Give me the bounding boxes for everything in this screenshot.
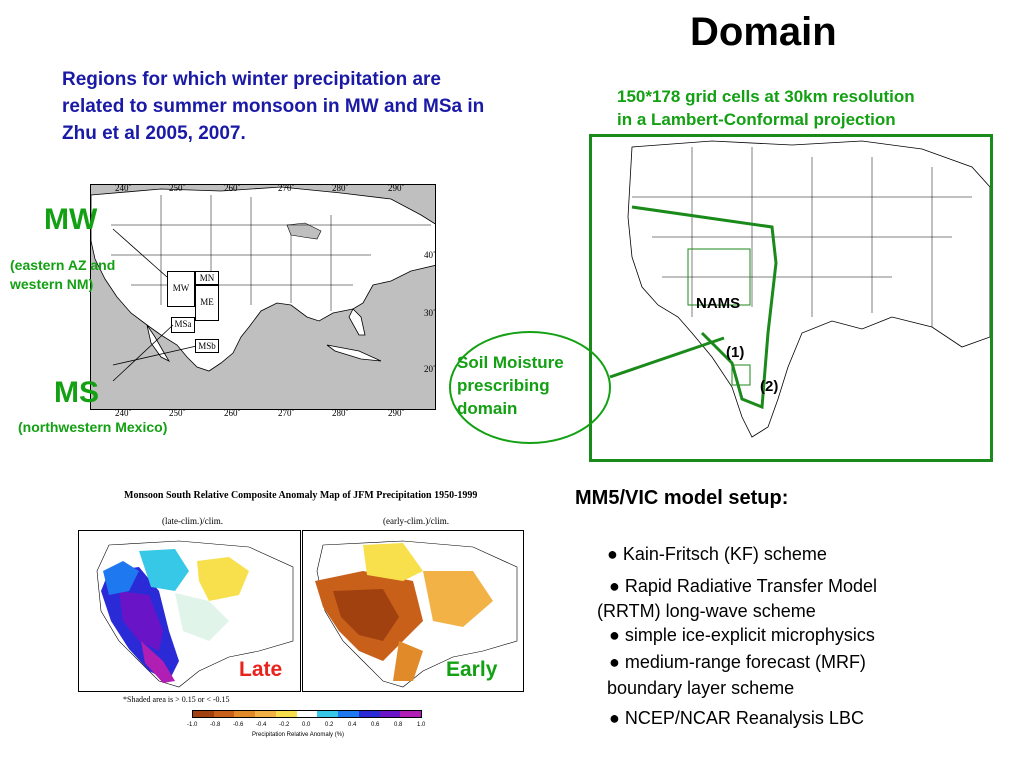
mw-label: MW [44, 203, 98, 236]
setup-item-rrtm-cont: (RRTM) long-wave scheme [597, 601, 816, 621]
late-subtitle: (late-clim.)/clim. [162, 516, 223, 526]
lon-tick: 280˚ [332, 183, 349, 193]
colorbar-tick-label: 0.8 [394, 722, 403, 728]
colorbar-tick-label: -1.0 [187, 722, 198, 728]
regions-caption: Regions for which winter precipitation are related to summer monsoon in MW and MSa in Zhu et al 2005, 2007. [62, 69, 485, 144]
ms-label: MS [54, 376, 99, 409]
region-mw: MW [167, 271, 195, 307]
lat-tick: 40˚ [424, 250, 436, 260]
setup-item-kf: ● Kain-Fritsch (KF) scheme [607, 544, 827, 564]
grid-caption [617, 85, 997, 131]
ms-description: (northwestern Mexico) [18, 419, 168, 435]
lat-tick: 30˚ [424, 308, 436, 318]
colorbar-tick-label: -0.2 [279, 722, 290, 728]
lat-ticks [424, 184, 444, 410]
lon-tick: 250˚ [169, 408, 186, 418]
lon-tick: 240˚ [115, 183, 132, 193]
region-1-label: (1) [726, 344, 745, 361]
colorbar [187, 710, 426, 740]
model-domain-map [589, 134, 993, 462]
mw-description: (eastern AZ and western NM) [10, 257, 116, 292]
colorbar-tick-label: 0.2 [325, 722, 334, 728]
colorbar-swatch [193, 711, 214, 717]
region-2-label: (2) [760, 378, 779, 395]
model-setup-title: MM5/VIC model setup: [575, 487, 789, 509]
lon-tick: 290˚ [388, 408, 405, 418]
setup-item-microphysics: ● simple ice-explicit microphysics [609, 625, 875, 645]
lon-tick: 260˚ [224, 183, 241, 193]
soil-moisture-connector [600, 330, 730, 390]
colorbar-swatch [317, 711, 338, 717]
colorbar-swatch [338, 711, 359, 717]
colorbar-tick-label: 0.0 [302, 722, 311, 728]
colorbar-tick-label: -0.8 [210, 722, 221, 728]
region-me: ME [195, 285, 219, 321]
lon-tick: 260˚ [224, 408, 241, 418]
florida-land [349, 309, 365, 335]
colorbar-swatch [400, 711, 421, 717]
colorbar-tick-label: 1.0 [417, 722, 426, 728]
setup-item-rrtm: ● Rapid Radiative Transfer Model [609, 576, 877, 596]
soil-moisture-text: Soil Moisture prescribing domain [457, 353, 564, 418]
colorbar-swatch [380, 711, 401, 717]
setup-item-mrf-cont: boundary layer scheme [607, 678, 795, 698]
setup-item-lbc: ● NCEP/NCAR Reanalysis LBC [609, 708, 864, 728]
lon-tick: 290˚ [388, 183, 405, 193]
grid-caption-line1: 150*178 grid cells at 30km resolution [617, 87, 915, 106]
colorbar-swatch [234, 711, 255, 717]
colorbar-ticks [187, 722, 426, 730]
lon-tick: 280˚ [332, 408, 349, 418]
region-msa: MSa [171, 317, 195, 333]
colorbar-swatches [192, 710, 422, 718]
region-msb: MSb [195, 339, 219, 353]
colorbar-tick-label: 0.4 [348, 722, 357, 728]
grid-caption-line2: in a Lambert-Conformal projection [617, 110, 896, 129]
early-subtitle: (early-clim.)/clim. [383, 516, 449, 526]
model-setup-list [597, 540, 1017, 732]
colorbar-swatch [297, 711, 318, 717]
regions-map-graphic [91, 185, 436, 410]
cuba-land [327, 345, 381, 361]
domain-land [628, 141, 990, 437]
lon-tick: 240˚ [115, 408, 132, 418]
setup-item-mrf: ● medium-range forecast (MRF) [609, 652, 866, 672]
shaded-area-note: *Shaded area is > 0.15 or < -0.15 [123, 695, 230, 704]
colorbar-title: Precipitation Relative Anomaly (%) [252, 732, 345, 738]
region-mn: MN [195, 271, 219, 285]
early-label: Early [446, 658, 498, 681]
regions-map [90, 184, 436, 410]
colorbar-swatch [276, 711, 297, 717]
colorbar-swatch [359, 711, 380, 717]
lat-tick: 20˚ [424, 364, 436, 374]
lon-tick: 250˚ [169, 183, 186, 193]
slide-title: Domain [690, 10, 837, 54]
lon-tick: 270˚ [278, 408, 295, 418]
colorbar-tick-label: -0.4 [256, 722, 267, 728]
colorbar-tick-label: 0.6 [371, 722, 380, 728]
colorbar-swatch [214, 711, 235, 717]
colorbar-swatch [255, 711, 276, 717]
anomaly-title: Monsoon South Relative Composite Anomaly Map of JFM Precipitation 1950-1999 [124, 490, 478, 501]
nams-label: NAMS [696, 295, 741, 312]
model-domain-graphic [592, 137, 990, 459]
colorbar-tick-label: -0.6 [233, 722, 244, 728]
late-label: Late [239, 658, 283, 681]
lon-tick: 270˚ [278, 183, 295, 193]
